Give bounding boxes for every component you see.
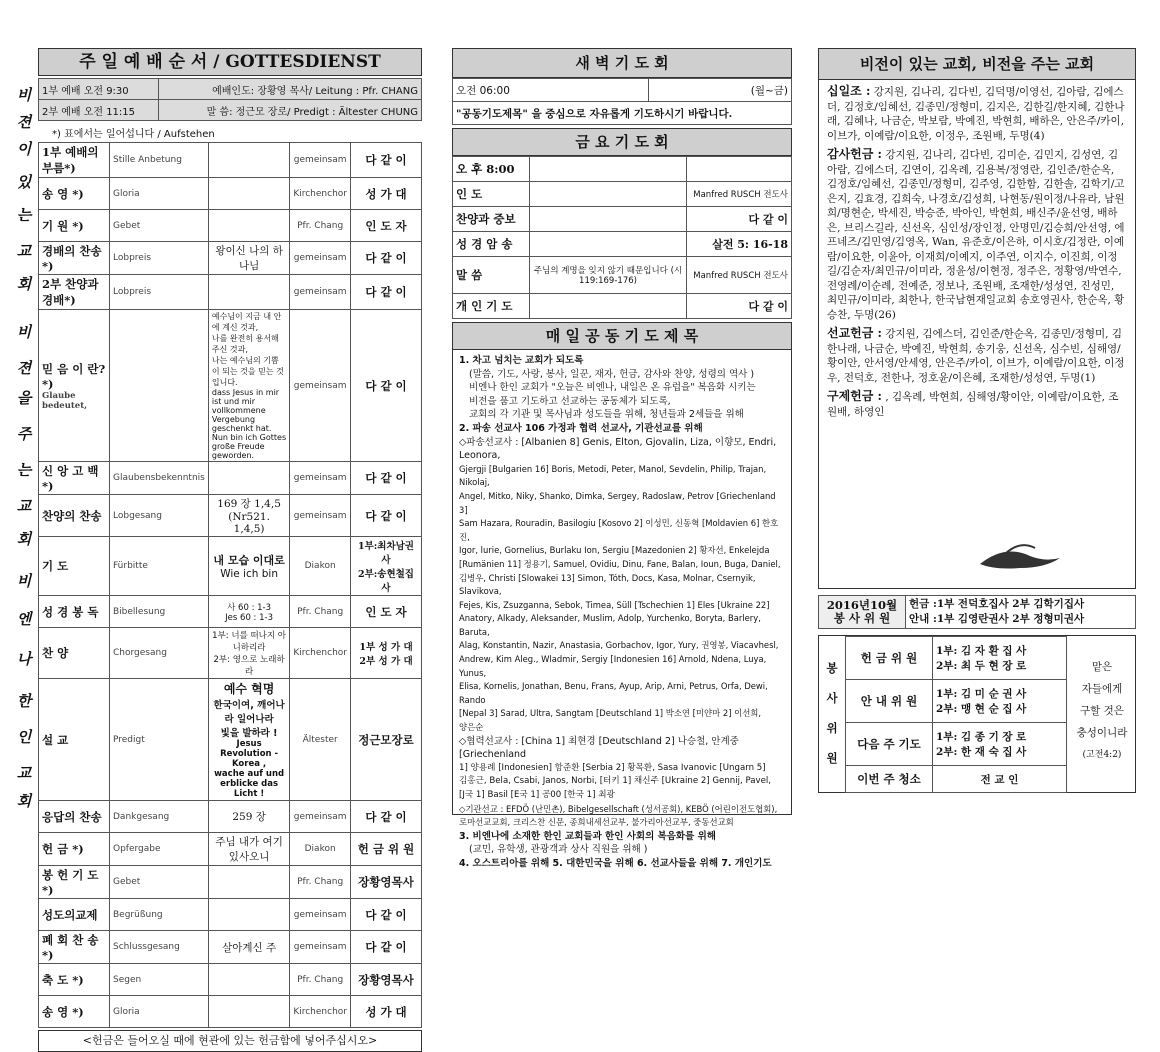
- order-leader: 다 같 이: [351, 931, 422, 964]
- stand-note: *) 표에서는 일어섭니다 / Aufstehen: [52, 129, 215, 140]
- order-german: Gloria: [110, 178, 209, 210]
- dawn-note: "공동기도제목" 을 중심으로 자유롭게 기도하시기 바랍니다.: [453, 102, 792, 125]
- prayer-line: Anatory, Alkady, Aleksander, Muslim, Adolp, Yurchenko, Boryta, Barlery, Baruta,: [459, 613, 761, 637]
- order-row: [39, 275, 422, 310]
- order-leader-line: 1부 성 가 대: [359, 642, 413, 653]
- order-leader-role: gemeinsam: [290, 143, 351, 178]
- order-row: [39, 899, 422, 931]
- side-letter: 비: [16, 323, 32, 341]
- side-letter: 는: [16, 206, 32, 224]
- order-leader-role: gemeinsam: [290, 899, 351, 931]
- order-korean: 설 교: [39, 679, 110, 801]
- order-korean: 2부 찬양과경배*): [39, 275, 110, 310]
- order-content: [208, 178, 289, 210]
- order-content-line: Jes 60 : 1-3: [225, 612, 274, 623]
- order-leader: 정근모장로: [351, 679, 422, 801]
- duty-side-letter: 봉: [826, 661, 838, 675]
- order-row: [39, 310, 422, 462]
- order-german: Chorgesang: [110, 628, 209, 679]
- order-row: [39, 210, 422, 242]
- friday-leader: 다 같 이: [687, 207, 792, 232]
- order-korean: 기 원 *): [39, 210, 110, 242]
- service-times: [38, 78, 422, 121]
- prayer-line: 2. 파송 선교사 106 가정과 협력 선교사, 기관선교를 위해: [459, 422, 703, 434]
- order-korean: 축 도 *): [39, 964, 110, 996]
- order-content: [208, 899, 289, 931]
- side-letter: 젼: [16, 359, 32, 377]
- prayer-line: 비엔나 한인 교회가 "오늘은 비엔나, 내일은 온 유럽을" 복음화 시키는: [469, 382, 756, 394]
- verse-line: (고전4:2): [1082, 750, 1122, 760]
- order-korean: 1부 예배의부름*): [39, 143, 110, 178]
- friday-item: 오 후 8:00: [453, 157, 530, 182]
- offering-list: [818, 80, 1136, 589]
- duty-row: [846, 680, 1067, 723]
- order-korean: 폐 회 찬 송 *): [39, 931, 110, 964]
- order-content-line: wache auf und erblicke das Licht !: [214, 769, 285, 799]
- order-content: [208, 628, 289, 679]
- order-korean: 신 앙 고 백 *): [39, 462, 110, 495]
- order-german: Gloria: [110, 996, 209, 1028]
- order-german: Lobpreis: [110, 275, 209, 310]
- side-letter: 는: [16, 461, 32, 479]
- order-leader: 다 같 이: [351, 495, 422, 537]
- order-leader-role: gemeinsam: [290, 275, 351, 310]
- order-content-line: 빛을 발하라 !: [220, 728, 278, 739]
- order-german-label: Glaube bedeutet,: [42, 390, 88, 411]
- duty-member-line: 2부: 맹 현 순 집 사: [936, 703, 1027, 715]
- order-content: 주님 내가 여기 있사오니: [208, 833, 289, 866]
- order-korean-label: 믿 음 이 란?*): [42, 361, 106, 391]
- friday-leader: 다 같 이: [687, 294, 792, 319]
- prayer-line: 김홍근, Bela, Csabi, Janos, Norbi, [터키 1] 채신주 [Ukraine 2] Gennij, Pavel,: [459, 776, 772, 787]
- prayer-line: [Nepal 3] Sarad, Ultra, Sangtam [Deutschland 1] 박소연 [미얀마 2] 이선희,: [459, 708, 762, 719]
- order-german: Segen: [110, 964, 209, 996]
- order-row: [39, 628, 422, 679]
- offering-category: 구제헌금 :: [827, 389, 882, 403]
- prayer-line: 로마선교교회, 크리스찬 신문, 종희내세선교부, 불가리아선교부, 중동선교회: [459, 817, 734, 828]
- offering-category: 십일조 :: [827, 84, 871, 98]
- worship-order-table: [38, 142, 422, 1028]
- duty-members: [933, 680, 1067, 723]
- order-row: [39, 596, 422, 628]
- friday-prayer-title: 금 요 기 도 회: [452, 128, 792, 156]
- order-german: Lobgesang: [110, 495, 209, 537]
- order-leader-role: Pfr. Chang: [290, 964, 351, 996]
- friday-item: 찬양과 중보: [453, 207, 530, 232]
- friday-leader: [687, 157, 792, 182]
- duty-members: [933, 723, 1067, 766]
- order-leader: 다 같 이: [351, 242, 422, 275]
- duty-summary-table: [818, 595, 1136, 629]
- order-korean: 송 영 *): [39, 178, 110, 210]
- side-letter: 교: [16, 242, 32, 260]
- service1-leader: 예배인도: 장황영 목사/ Leitung : Pfr. CHANG: [159, 79, 422, 100]
- order-content: [208, 866, 289, 899]
- prayer-line: Elisa, Kornelis, Jonathan, Benu, Frans, Ayup, Arip, Arni, Petrus, Orfa, Dewi, Rando: [459, 681, 768, 705]
- order-content: [208, 275, 289, 310]
- offering-paragraph: [827, 147, 1127, 322]
- order-content: 왕이신 나의 하나님: [208, 242, 289, 275]
- worship-title: 주 일 예 배 순 서 / GOTTESDIENST: [38, 48, 422, 76]
- duty-box: [818, 635, 1136, 793]
- order-content-line: Jesus Revolution - Korea ,: [220, 739, 279, 769]
- offering-names: , 김옥례, 박현희, 심해영/황이안, 이예람/이요한, 조원배, 하영인: [827, 391, 1119, 418]
- duty-side-letter: 위: [826, 721, 838, 735]
- order-content: [208, 996, 289, 1028]
- friday-leader: Manfred RUSCH 전도사: [687, 257, 792, 294]
- order-leader-role: Kirchenchor: [290, 178, 351, 210]
- friday-content: [530, 157, 687, 182]
- verse-line: 구할 것은: [1080, 705, 1124, 717]
- prayer-line: [J국 1] Basil [E국 1] 공00 [한국 1] 최광: [459, 790, 615, 800]
- order-korean: 기 도: [39, 537, 110, 596]
- order-content: [208, 596, 289, 628]
- duty-side-letter: 사: [826, 691, 838, 705]
- offering-category: 선교헌금 :: [827, 326, 882, 340]
- order-leader: 다 같 이: [351, 462, 422, 495]
- order-leader-role: Ältester: [290, 679, 351, 801]
- order-leader-line: 1부:최차남권사: [357, 541, 414, 566]
- verse-line: 자들에게: [1081, 683, 1123, 695]
- duty-side-label: [819, 636, 846, 792]
- duty-side-letter: 원: [826, 751, 838, 765]
- side-vertical-text: [14, 78, 34, 810]
- order-german: Schlussgesang: [110, 931, 209, 964]
- friday-leader: Manfred RUSCH 전도사: [687, 182, 792, 207]
- friday-content: [530, 207, 687, 232]
- order-content-line: dass Jesus in mir ist und mir vollkommene Vergebung: [211, 388, 280, 424]
- prayer-line: [Rumänien 11] 정용기, Samuel, Ovidiu, Dinu, Fane, Balan, Ioun, Buga, Daniel,: [459, 558, 781, 569]
- duty-member-line: 2부: 최 두 현 장 로: [936, 660, 1027, 672]
- order-korean: 봉 헌 기 도 *): [39, 866, 110, 899]
- order-leader: 다 같 이: [351, 275, 422, 310]
- order-german: Stille Anbetung: [110, 143, 209, 178]
- order-leader: 성 가 대: [351, 996, 422, 1028]
- friday-content: 주님의 계명을 잊지 않기 때문입니다 (시 119:169-176): [530, 257, 687, 294]
- order-leader: 장황영목사: [351, 866, 422, 899]
- duty-head-month: 2016년10월: [826, 598, 898, 612]
- order-content: [208, 462, 289, 495]
- order-leader-role: gemeinsam: [290, 462, 351, 495]
- duty-member-line: 전 교 인: [980, 773, 1019, 786]
- order-leader-role: Kirchenchor: [290, 628, 351, 679]
- order-content: [208, 310, 289, 462]
- duty-members: [933, 637, 1067, 680]
- order-leader-line: 2부 성 가 대: [359, 656, 413, 667]
- order-content: [208, 964, 289, 996]
- order-content-line: 예수님이 지금 내 안에 계신 것과,: [211, 312, 282, 332]
- order-content: [208, 537, 289, 596]
- order-leader: 인 도 자: [351, 596, 422, 628]
- order-leader: 다 같 이: [351, 801, 422, 833]
- worship-order-panel: [38, 48, 422, 1047]
- prayer-line: (교민, 유학생, 관광객과 상사 직원을 위해 ): [469, 844, 648, 856]
- order-row: [39, 679, 422, 801]
- order-content-line: 나를 완전히 용서해 주신 것과,: [211, 334, 279, 354]
- offering-names: 강지원, 김나리, 김다빈, 김미순, 김민지, 김성연, 김아람, 김에스더, 김연이, 김옥례, 김용복/정영란, 김인준/한순옥, 김정호/임혜선, 김종민/정형미, 김주영, 김한함, 김한솔, 김학기/고은지, 김효경, 김희숙, 나경호/김성희, 나현동/원이정/나유라, 남원희/명현순, 박세진, 박승준, 박아인, 박현희, 배신주/윤선영, 배하은, 브리스길라, 신선옥, 심인성/장인정, 안명민/김승희/안선영, 에프네즈/김민영/김영옥, Wan, 유준호/이은하, 이시호/김정란, 이예람/이요한, 이윤아, 이재희/이예지, 이주연, 이지수, 이진희, 이정길/김순자/최민규/이미라, 정윤성/이현정, 정주은, 정황영/박연수, 전영례/이순례, 전예준, 정보나, 조원배, 조재한/성성연, 진성민, 최민규/이미라, 최한나, 한국남현재일교회 송호영권사, 한순옥, 황승찬, 두명(26): [827, 149, 1125, 321]
- bible-verse: [1069, 656, 1135, 766]
- order-german: Gebet: [110, 866, 209, 899]
- side-letter: 젼: [16, 113, 32, 131]
- prayer-line: Igor, lurie, Gornelius, Burlaku Ion, Sergiu [Mazedonien 2] 황자선, Enkelejda: [459, 545, 770, 556]
- order-korean: 찬 양: [39, 628, 110, 679]
- prayer-line: (말씀, 기도, 사랑, 봉사, 일꾼, 재자, 헌금, 감사와 찬양, 성령의 역사 ): [469, 368, 755, 380]
- friday-content: [530, 232, 687, 257]
- order-leader-role: gemeinsam: [290, 310, 351, 462]
- prayer-line: 교회의 각 기관 및 목사님과 성도들을 위해, 청년들과 2세들을 위해: [469, 409, 744, 421]
- order-korean: 찬양의 찬송: [39, 495, 110, 537]
- friday-prayer-table: [452, 156, 792, 319]
- order-german: Opfergabe: [110, 833, 209, 866]
- friday-row: [453, 157, 792, 182]
- duty-role: 이번 주 청소: [846, 766, 933, 793]
- order-leader: 다 같 이: [351, 143, 422, 178]
- order-leader-role: Pfr. Chang: [290, 596, 351, 628]
- duty-role: 다음 주 기도: [846, 723, 933, 766]
- prayer-line: 김병우, Christi [Slowakei 13] Simon, Tóth, Docs, Kasa, Molnar, Csernyik, Slavikova,: [459, 572, 756, 597]
- verse-line: 맡은: [1091, 661, 1113, 673]
- order-row: [39, 996, 422, 1028]
- order-content: 169 장 1,4,5 (Nr521. 1,4,5): [208, 495, 289, 537]
- order-row: [39, 833, 422, 866]
- prayer-line: 1] 양용례 [Indonesien] 함준환 [Serbia 2] 황목환, Sasa Ivanovic [Ungarn 5]: [459, 762, 766, 773]
- friday-content: [530, 294, 687, 319]
- order-row: [39, 866, 422, 899]
- order-korean: 응답의 찬송: [39, 801, 110, 833]
- vision-panel: [818, 48, 1136, 800]
- prayer-line: 양은순: [459, 722, 484, 733]
- friday-row: [453, 294, 792, 319]
- prayer-line: 비전을 품고 기도하고 선교하는 공동체가 되도록,: [469, 395, 671, 407]
- prayer-panel: [452, 48, 792, 869]
- order-row: [39, 143, 422, 178]
- duty-row: [846, 723, 1067, 766]
- order-leader: [351, 537, 422, 596]
- friday-item: 말 씀: [453, 257, 530, 294]
- offering-category: 감사헌금 :: [827, 147, 882, 161]
- order-german: [110, 310, 209, 462]
- order-content-line: 나는 예수님의 기쁨이 되는 것을 믿는 것입니다.: [211, 356, 284, 387]
- side-letter: 회: [16, 792, 32, 810]
- order-content-line: 2부: 영으로 노래하라: [213, 655, 285, 677]
- order-content-line: 1부: 너를 떠나지 아니하리라: [212, 631, 287, 653]
- side-letter: 나: [16, 650, 32, 668]
- duty-role: 안 내 위 원: [846, 680, 933, 723]
- offering-paragraph: [827, 326, 1127, 385]
- order-german: Lobpreis: [110, 242, 209, 275]
- duty-row: [846, 637, 1067, 680]
- side-letter: 있: [16, 173, 32, 191]
- order-content-line: 한국이여, 깨어나라 일어나라: [213, 700, 285, 725]
- order-content-line: 사 60 : 1-3: [227, 602, 272, 613]
- prayer-line: Sam Hazara, Rouradin, Basilogiu [Kosovo 2] 이성민, 신동혁 [Moldavien 6] 한호진,: [459, 518, 779, 542]
- order-german: Predigt: [110, 679, 209, 801]
- side-letter: 한: [16, 692, 32, 710]
- duty-members: [933, 766, 1067, 793]
- prayer-line: ◇파송선교사 : [Albanien 8] Genis, Elton, Gjovalin, Liza, 이향모, Endri, Leonora,: [459, 436, 777, 462]
- friday-row: [453, 232, 792, 257]
- prayer-line: Gjergji [Bulgarien 16] Boris, Metodi, Peter, Manol, Sevdelin, Philip, Trajan, Nikolaj,: [459, 463, 767, 488]
- prayer-line: 1. 차고 넘치는 교회가 되도록: [459, 355, 584, 366]
- order-content-line: 내 모습 이대로: [213, 554, 285, 567]
- dawn-time: 오전 06:00: [453, 79, 649, 102]
- order-leader-role: gemeinsam: [290, 801, 351, 833]
- friday-row: [453, 207, 792, 232]
- order-leader-role: gemeinsam: [290, 242, 351, 275]
- dawn-prayer-table: [452, 78, 792, 125]
- side-letter: 비: [16, 86, 32, 104]
- duty-head-label: 봉 사 위 원: [833, 611, 891, 625]
- duty-lines: [906, 596, 1136, 629]
- duty-line-usher: 안내 :1부 김영란권사 2부 정형미권사: [909, 613, 1085, 625]
- order-row: [39, 242, 422, 275]
- order-german: Gebet: [110, 210, 209, 242]
- order-content: 살아계신 주: [208, 931, 289, 964]
- order-content: [208, 679, 289, 801]
- duty-role: 헌 금 위 원: [846, 637, 933, 680]
- service1-time: 1부 예배 오전 9:30: [39, 79, 159, 100]
- order-row: [39, 537, 422, 596]
- side-letter: 회: [16, 275, 32, 293]
- offering-names: 강지원, 김에스더, 김인준/한순옥, 김종민/정형미, 김한나래, 나금순, 박예진, 박현희, 송기웅, 신선옥, 심수빈, 심해영/황이안, 안서영/안세영, 안은주/카이, 이브가, 이예람/이요한, 이정우, 전덕호, 전한나, 정호윤/이은혜, 조재한/성성연, 두명(1): [827, 328, 1125, 384]
- offering-footer: <헌금은 들어오실 때에 현관에 있는 헌금함에 넣어주십시오>: [38, 1030, 422, 1052]
- duty-member-line: 2부: 한 재 숙 집 사: [936, 746, 1027, 758]
- duty-line-offering: 헌금 :1부 전덕호집사 2부 김학기집사: [909, 598, 1085, 610]
- service2-preacher: 말 씀: 정근모 장로/ Predigt : Ältester CHUNG: [159, 100, 422, 121]
- order-leader-line: 2부:송현철집사: [357, 569, 414, 594]
- order-row: [39, 964, 422, 996]
- dawn-prayer-title: 새 벽 기 도 회: [452, 48, 792, 78]
- side-letter: 회: [16, 530, 32, 548]
- order-row: [39, 931, 422, 964]
- friday-leader: 살전 5: 16-18: [687, 232, 792, 257]
- order-leader-role: Diakon: [290, 833, 351, 866]
- service2-time: 2부 예배 오전 11:15: [39, 100, 159, 121]
- friday-row: [453, 182, 792, 207]
- order-leader-role: gemeinsam: [290, 931, 351, 964]
- order-leader-role: gemeinsam: [290, 495, 351, 537]
- duty-member-line: 1부: 김 미 순 권 사: [936, 688, 1027, 700]
- order-german: Fürbitte: [110, 537, 209, 596]
- order-row: [39, 178, 422, 210]
- order-leader-role: Pfr. Chang: [290, 866, 351, 899]
- offering-names: 강지원, 김나리, 김다빈, 김덕명/이영선, 김아람, 김에스더, 김정호/임혜선, 김종민/정형미, 김지은, 김한길/한지혜, 김한나래, 김혜나, 나금순, 박보람, 박예진, 박현희, 배하은, 안은주/카이, 이브가, 이예람/이요한, 이정우, 조원배, 두명(4): [827, 86, 1125, 142]
- duty-row: [846, 766, 1067, 793]
- order-content-line: Wie ich bin: [220, 568, 278, 580]
- order-content-line: geschenkt hat. Nun bin ich Gottes große Freude geworden.: [211, 424, 287, 460]
- side-letter: 을: [16, 389, 32, 407]
- daily-prayer-list: [452, 350, 792, 869]
- order-content-line: 예수 혁명: [223, 682, 275, 696]
- side-letter: 주: [16, 425, 32, 443]
- order-german: Glaubensbekenntnis: [110, 462, 209, 495]
- order-row: [39, 495, 422, 537]
- bird-illustration: [975, 534, 1065, 574]
- order-korean: [39, 310, 110, 462]
- order-leader-role: Pfr. Chang: [290, 210, 351, 242]
- friday-row: [453, 257, 792, 294]
- order-german: Begrüßung: [110, 899, 209, 931]
- prayer-line: Alag, Konstantin, Nazir, Anastasia, Gorbachov, Igor, Yury, 권영봉, Viacavhesl,: [459, 640, 779, 651]
- side-letter: 교: [16, 497, 32, 515]
- order-korean: 성도의교제: [39, 899, 110, 931]
- order-korean: 송 영 *): [39, 996, 110, 1028]
- prayer-line: ◇협력선교사 : [China 1] 최현경 [Deutschland 2] 나승철, 안계중 [Griechenland: [459, 735, 739, 761]
- friday-item: 성 경 암 송: [453, 232, 530, 257]
- order-leader: 장황영목사: [351, 964, 422, 996]
- order-leader-role: Kirchenchor: [290, 996, 351, 1028]
- order-row: [39, 801, 422, 833]
- prayer-line: 3. 비엔나에 소재한 한인 교회들과 한인 사회의 복음화를 위해: [459, 830, 716, 842]
- vision-title: 비전이 있는 교회, 비전을 주는 교회: [818, 48, 1136, 80]
- duty-member-line: 1부: 김 자 환 집 사: [936, 645, 1027, 657]
- order-korean: 성 경 봉 독: [39, 596, 110, 628]
- friday-item: 인 도: [453, 182, 530, 207]
- prayer-line: Fejes, Kis, Zsuzganna, Sebok, Timea, Süll [Tschechien 1] Eles [Ukraine 22]: [459, 599, 770, 610]
- side-letter: 교: [16, 764, 32, 782]
- order-leader: [351, 628, 422, 679]
- order-leader-role: Diakon: [290, 537, 351, 596]
- order-leader: 헌 금 위 원: [351, 833, 422, 866]
- prayer-line: ◇기관선교 : EFDÖ (난민촌), Bibelgesellschaft (성서공회), KEBÖ (어린이전도협회),: [459, 803, 778, 814]
- prayer-line: 4. 오스트리아를 위해 5. 대한민국을 위해 6. 선교사들을 위해 7. 개인기도: [459, 857, 772, 869]
- side-letter: 비: [16, 572, 32, 590]
- order-german: Dankgesang: [110, 801, 209, 833]
- friday-item: 개 인 기 도: [453, 294, 530, 319]
- prayer-line: Angel, Mitko, Niky, Shanko, Dimka, Sergey, Radoslaw, Petrov [Griechenland 3]: [459, 490, 776, 515]
- side-letter: 인: [16, 728, 32, 746]
- order-korean: 경배의 찬송 *): [39, 242, 110, 275]
- duty-member-line: 1부: 김 종 기 장 로: [936, 731, 1027, 743]
- order-content: [208, 143, 289, 178]
- order-content: 259 장: [208, 801, 289, 833]
- prayer-line: Andrew, Kim Aleg., Wladmir, Sergiy [Indonesien 16] Arnold, Ndena, Luya, Yunus,: [459, 654, 767, 678]
- order-leader: 다 같 이: [351, 310, 422, 462]
- duty-table: [845, 636, 1067, 793]
- daily-prayer-title: 매 일 공 동 기 도 제 목: [452, 322, 792, 350]
- order-row: [39, 462, 422, 495]
- order-leader: 인 도 자: [351, 210, 422, 242]
- offering-paragraph: [827, 389, 1127, 419]
- duty-head: [819, 596, 906, 629]
- side-letter: 이: [16, 140, 32, 158]
- order-leader: 다 같 이: [351, 899, 422, 931]
- verse-line: 충성이니라: [1076, 727, 1128, 739]
- order-content: [208, 210, 289, 242]
- offering-paragraph: [827, 84, 1127, 143]
- order-korean: 헌 금 *): [39, 833, 110, 866]
- friday-content: [530, 182, 687, 207]
- order-leader: 성 가 대: [351, 178, 422, 210]
- order-german: Bibellesung: [110, 596, 209, 628]
- side-letter: 엔: [16, 610, 32, 628]
- dawn-days: (월~금): [649, 79, 792, 102]
